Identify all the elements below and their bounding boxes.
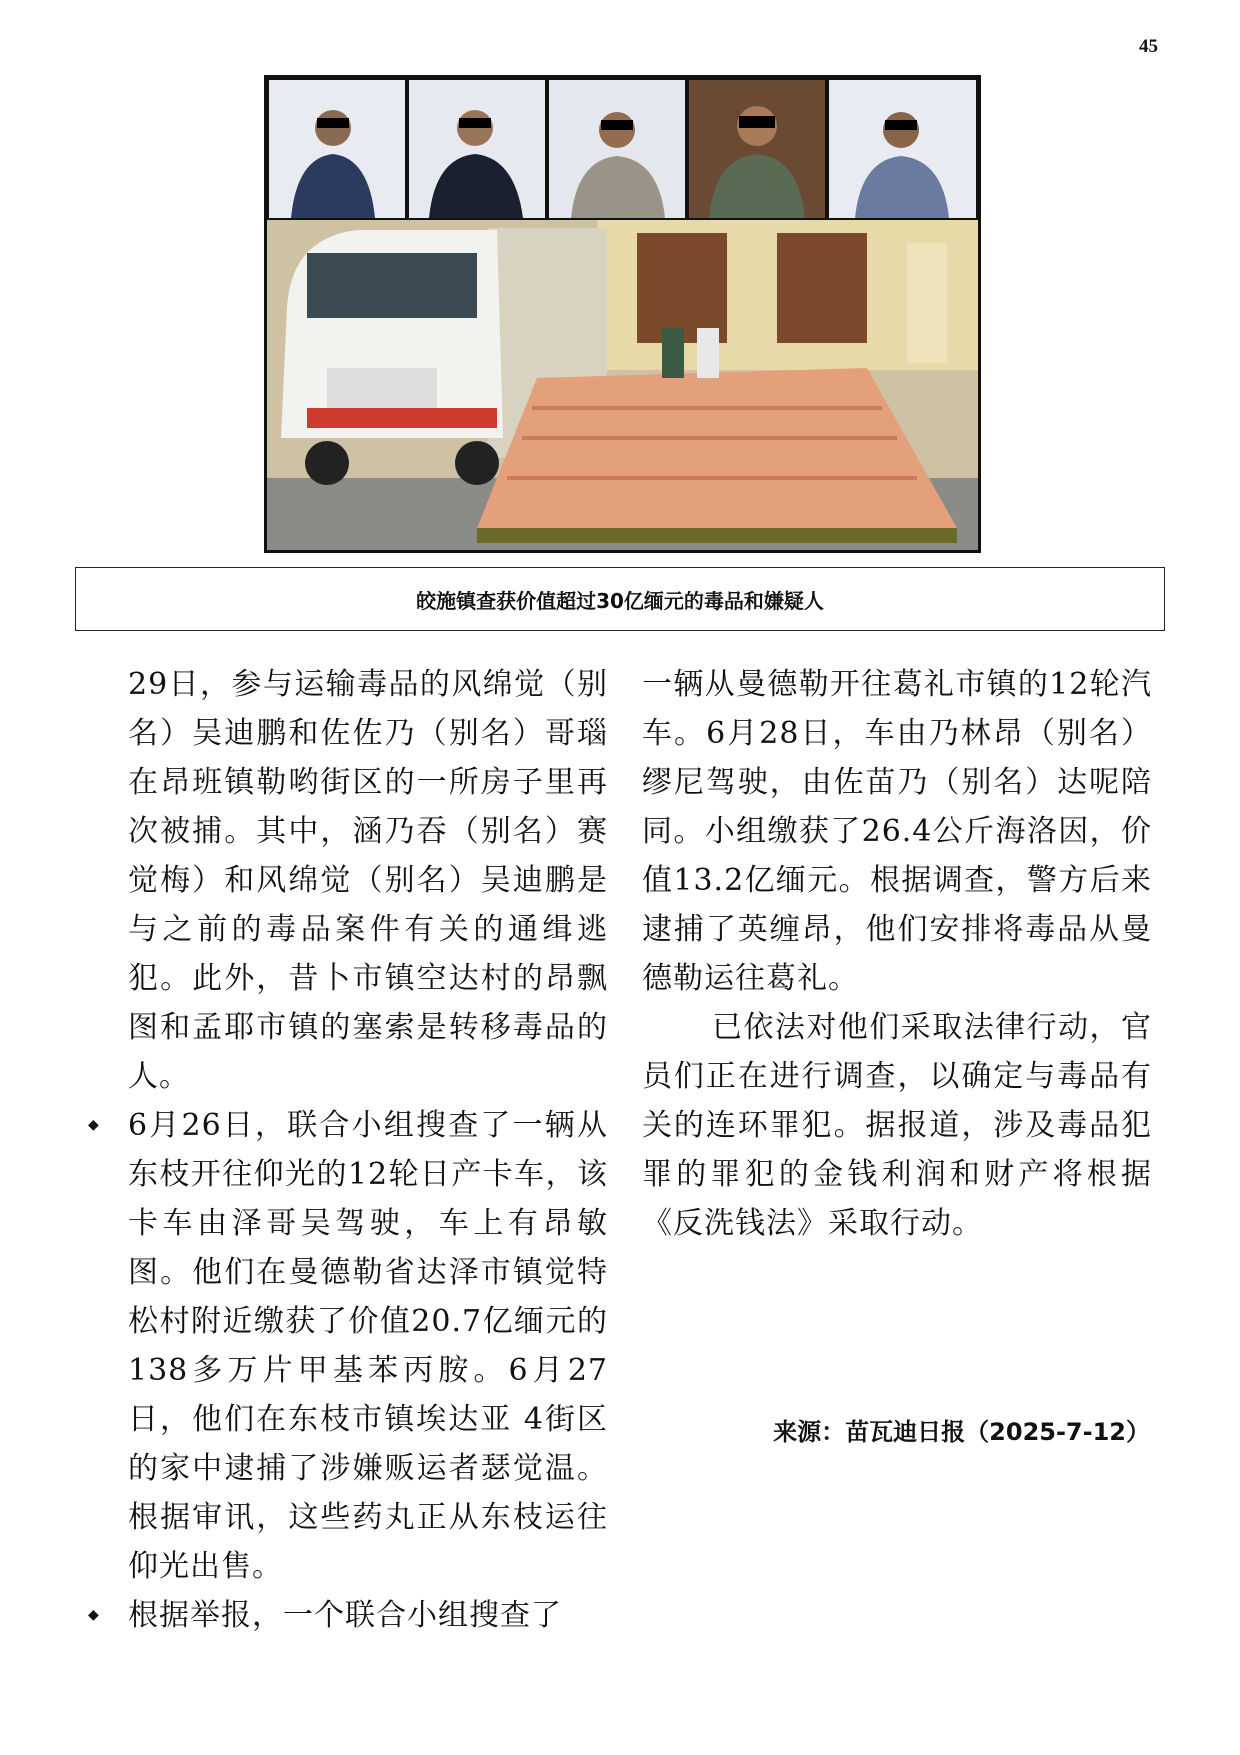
suspect-portrait-icon <box>689 80 825 218</box>
bullet-text-2: 根据举报，一个联合小组搜查了 <box>128 1598 562 1633</box>
bullet-diamond-icon: ◆ <box>88 1607 100 1623</box>
bullet-diamond-icon: ◆ <box>88 1117 100 1133</box>
photo-caption: 皎施镇查获价值超过30亿缅元的毒品和嫌疑人 <box>75 567 1165 631</box>
news-photo <box>264 75 981 553</box>
bullet-text-1: 6月26日，联合小组搜查了一辆从东枝开往仰光的12轮日产卡车，该卡车由泽哥吴驾驶，车上有昂敏图。他们在曼德勒省达泽市镇觉特松村附近缴获了价值20.7亿缅元的138多万片甲基苯丙胺。6月27日，他们在东枝市镇埃达亚 4街区的家中逮捕了涉嫌贩运者瑟觉温。根据审讯，这些药丸正从东枝运往仰光出售。 <box>128 1108 608 1584</box>
seizure-scene <box>267 220 978 550</box>
suspect-portraits <box>267 78 978 220</box>
page-number: 45 <box>1139 36 1158 57</box>
right-column <box>642 660 1152 1248</box>
left-paragraph-continued: 29日，参与运输毒品的风绵觉（别名）吴迪鹏和佐佐乃（别名）哥瑙在昂班镇勒哟街区的一所房子里再次被捕。其中，涵乃吞（别名）赛觉梅）和风绵觉（别名）吴迪鹏是与之前的毒品案件有关的通缉逃犯。此外，昔卜市镇空达村的昂飘图和孟耶市镇的塞索是转移毒品的人。 <box>128 667 608 1094</box>
suspect-portrait-icon <box>269 80 405 218</box>
source-citation: 来源：苗瓦迪日报（2025-7-12） <box>773 1418 1150 1446</box>
suspect-portrait-icon <box>549 80 685 218</box>
news-photo-svg <box>267 78 978 550</box>
right-paragraph-legal-action: 已依法对他们采取法律行动，官员们正在进行调查，以确定与毒品有关的连环罪犯。据报道，涉及毒品犯罪的罪犯的金钱利润和财产将根据《反洗钱法》采取行动。 <box>642 1010 1152 1241</box>
list-item <box>88 1591 608 1640</box>
left-column <box>88 660 608 1640</box>
suspect-portrait-icon <box>829 80 976 218</box>
right-paragraph-continued: 一辆从曼德勒开往葛礼市镇的12轮汽车。6月28日，车由乃林昂（别名）缪尼驾驶，由佐苗乃（别名）达呢陪同。小组缴获了26.4公斤海洛因，价值13.2亿缅元。根据调查，警方后来逮捕了英缠昂，他们安排将毒品从曼德勒运往葛礼。 <box>642 667 1152 996</box>
list-item <box>88 1101 608 1591</box>
suspect-portrait-icon <box>409 80 545 218</box>
